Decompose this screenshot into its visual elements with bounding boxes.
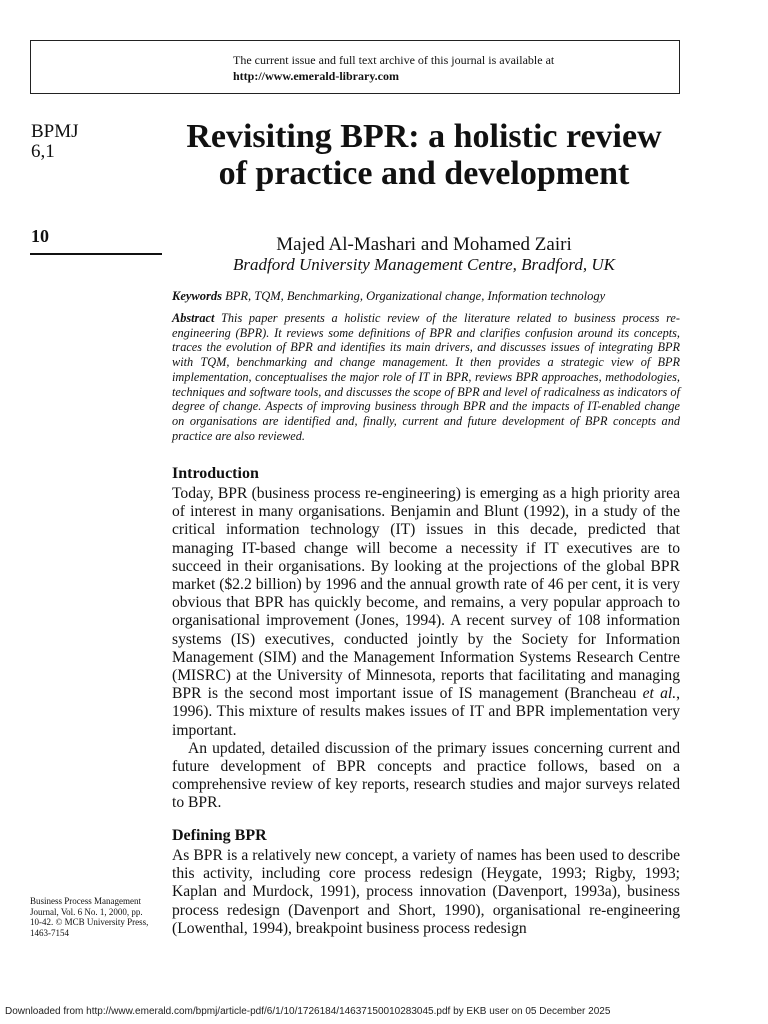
page-number-rule xyxy=(30,253,162,255)
abstract xyxy=(172,311,680,443)
introduction-p1-text-a: Today, BPR (business process re-engineering) is emerging as a high priority area of interest in many organisations. Benjamin and Blunt (1992), in a study of the critical information technology (IT) issues in this decade, predicted that managing IT-based change will become a necessity if IT executives are to succeed in their organisations. By looking at the projections of the global BPR market ($2.2 billion) by 1996 and the annual growth rate of 46 per cent, it is very obvious that BPR has quickly become, and remains, a very popular approach to organisational improvement (Jones, 1994). A recent survey of 108 information systems (IS) executives, conducted jointly by the Society for Information Management (SIM) and the Management Information Systems Research Centre (MISRC) at the University of Minnesota, reports that facilitating and managing BPR is the second most important issue of IS management (Brancheau xyxy=(172,485,680,703)
defining-body xyxy=(172,847,680,938)
paper-title: Revisiting BPR: a holistic review of practice and development xyxy=(186,118,662,192)
defining-heading: Defining BPR xyxy=(172,827,267,844)
download-footer: Downloaded from http://www.emerald.com/bpmj/article-pdf/6/1/10/1726184/14637150010283045.pdf by EKB user on 05 December 2025 xyxy=(5,1006,611,1017)
abstract-label: Abstract xyxy=(172,311,215,325)
volume-issue: 6,1 xyxy=(31,141,55,162)
defining-paragraph-1: As BPR is a relatively new concept, a variety of names has been used to describe this activity, including core process redesign (Heygate, 1993; Rigby, 1993; Kaplan and Murdock, 1991), process innovation (Davenport, 1993a), business process redesign (Davenport and Short, 1990), organisational re-engineering (Lowenthal, 1994), breakpoint business process redesign xyxy=(172,847,680,937)
journal-label xyxy=(31,122,79,162)
archive-notice-text: The current issue and full text archive of this journal is available at xyxy=(233,53,555,67)
introduction-paragraph-1 xyxy=(172,485,680,740)
keywords-text: BPR, TQM, Benchmarking, Organizational change, Information technology xyxy=(225,289,606,303)
abstract-text: This paper presents a holistic review of the literature related to business process re-engineering (BPR). It reviews some definitions of BPR and clarifies confusion around its concepts, traces the evolution of BPR and identifies its main drivers, and discusses issues of integrating BPR with TQM, benchmarking and change management. It then provides a strategic view of BPR implementation, conceptualises the major role of IT in BPR, reviews BPR approaches, methodologies, techniques and software tools, and discusses the scope of BPR and level of radicalness as indicators of degree of change. Aspects of improving business through BPR and the impacts of IT-enabled change on organisations are identified and, finally, current and future development of BPR concepts and practice are also reviewed. xyxy=(172,311,680,443)
introduction-p1-italic: et al. xyxy=(642,685,677,703)
introduction-p1-text-b: , 1996). This mixture of results makes issues of IT and BPR implementation very important. xyxy=(172,685,680,739)
page-number: 10 xyxy=(31,226,49,246)
introduction-body xyxy=(172,485,680,813)
paper-authors: Majed Al-Mashari and Mohamed Zairi xyxy=(276,234,572,255)
keywords-line xyxy=(172,289,680,304)
introduction-heading: Introduction xyxy=(172,465,259,482)
introduction-paragraph-2: An updated, detailed discussion of the primary issues concerning current and future development of BPR concepts and practice follows, based on a comprehensive review of key reports, research studies and major surveys related to BPR. xyxy=(172,739,680,812)
keywords-label: Keywords xyxy=(172,289,222,303)
citation-margin-note: Business Process Management Journal, Vol. 6 No. 1, 2000, pp. 10-42. © MCB University Press, 1463-7154 xyxy=(30,896,149,938)
author-affiliation: Bradford University Management Centre, Bradford, UK xyxy=(233,255,615,274)
journal-abbrev: BPMJ xyxy=(31,121,79,142)
archive-url-link[interactable]: http://www.emerald-library.com xyxy=(233,69,399,83)
archive-notice-box xyxy=(30,40,680,94)
